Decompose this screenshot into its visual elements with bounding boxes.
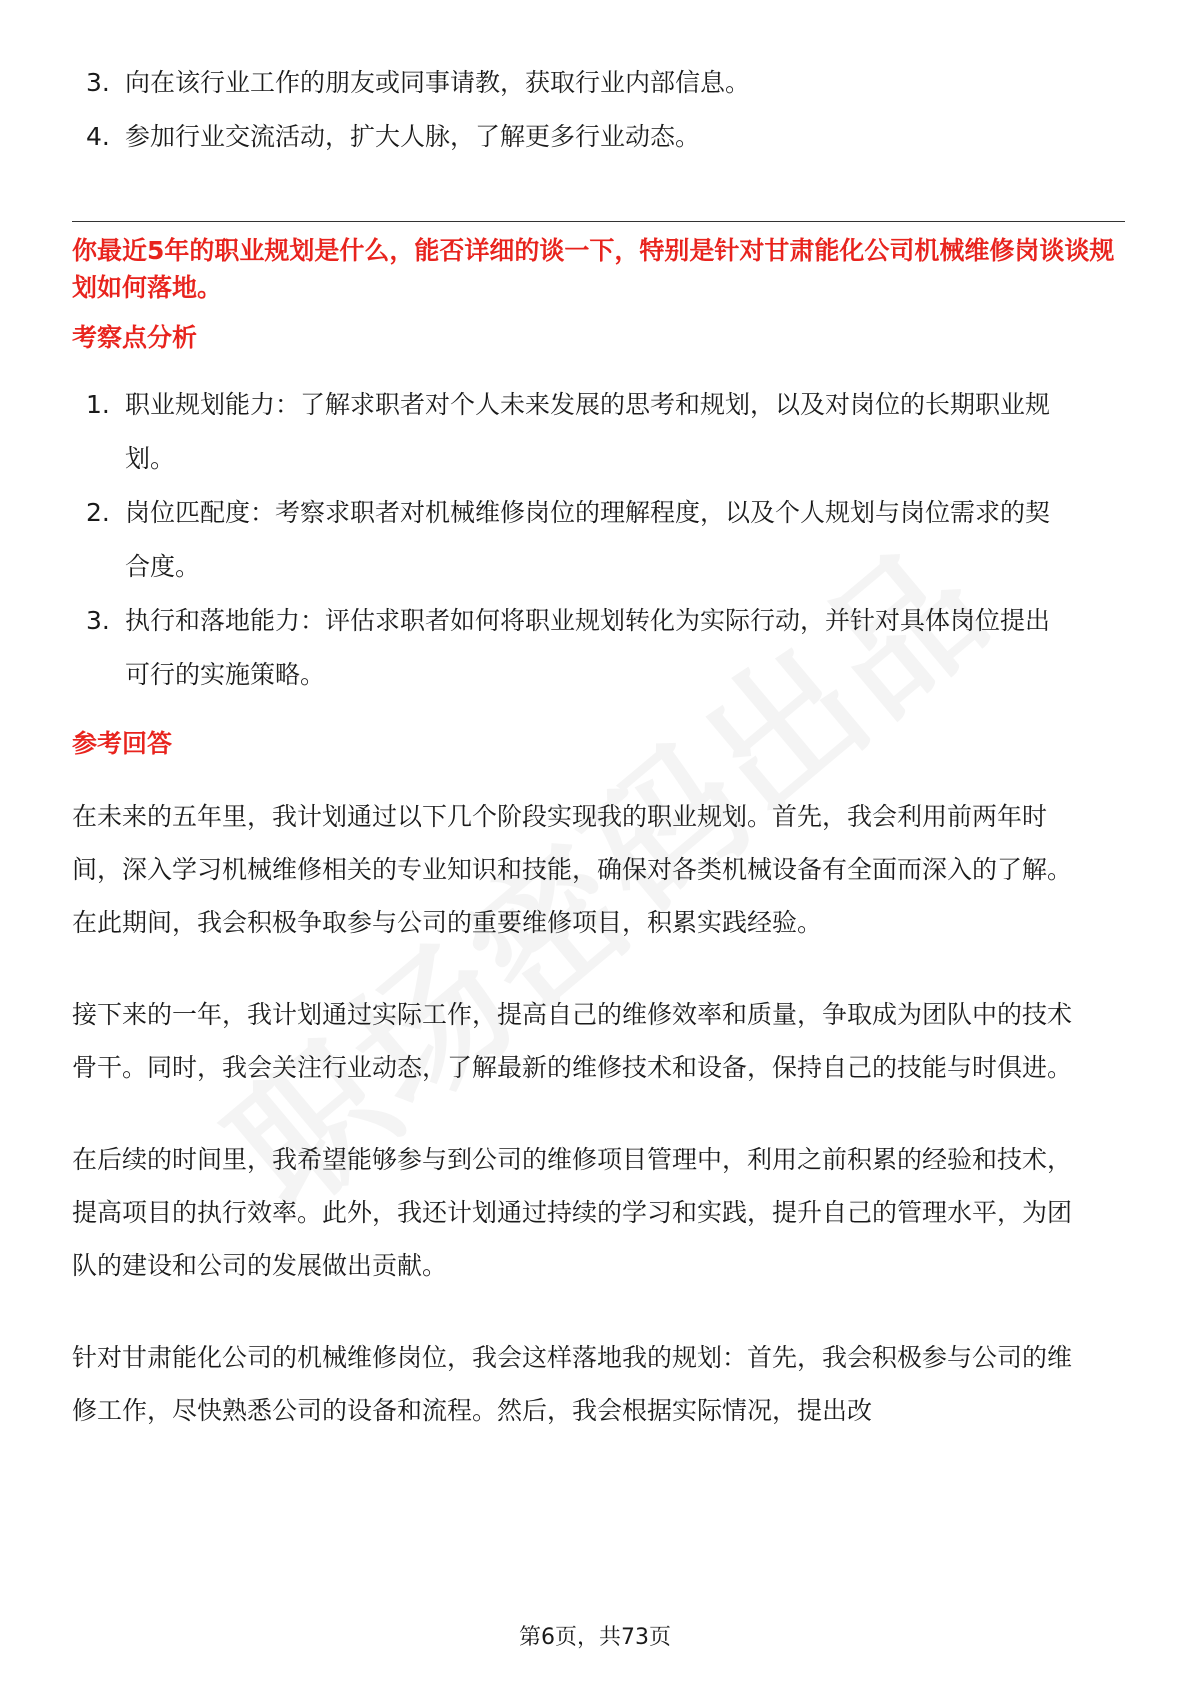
list-item [72, 378, 1072, 486]
list-item-number: 4. [86, 122, 110, 151]
list-item [72, 110, 1122, 164]
top-list-container [72, 56, 1122, 164]
list-item-number: 3. [86, 606, 110, 635]
list-item-text: 参加行业交流活动，扩大人脉，了解更多行业动态。 [125, 122, 701, 151]
list-item [72, 594, 1072, 702]
analysis-points [72, 378, 1072, 702]
list-item-text: 向在该行业工作的朋友或同事请教，获取行业内部信息。 [125, 68, 751, 97]
page-footer: 第6页，共73页 [519, 1625, 671, 1650]
section-divider [72, 221, 1125, 222]
list-item-number: 2. [86, 498, 110, 527]
question-heading: 你最近5年的职业规划是什么，能否详细的谈一下，特别是针对甘肃能化公司机械维修岗谈谈规划如何落地。 [72, 236, 1115, 302]
list-item-number: 3. [86, 68, 110, 97]
list-item-text: 职业规划能力：了解求职者对个人未来发展的思考和规划，以及对岗位的长期职业规划。 [125, 390, 1051, 473]
list-item [72, 56, 1122, 110]
top-list [72, 56, 1122, 164]
list-item-text: 岗位匹配度：考察求职者对机械维修岗位的理解程度，以及个人规划与岗位需求的契合度。 [125, 498, 1051, 581]
list-item-text: 执行和落地能力：评估求职者如何将职业规划转化为实际行动，并针对具体岗位提出可行的实施策略。 [125, 606, 1051, 689]
answer-paragraph: 针对甘肃能化公司的机械维修岗位，我会这样落地我的规划：首先，我会积极参与公司的维修工作，尽快熟悉公司的设备和流程。然后，我会根据实际情况，提出改 [72, 1343, 1073, 1425]
answer-body [72, 790, 1072, 1476]
answer-title: 参考回答 [72, 729, 173, 758]
answer-paragraph: 在未来的五年里，我计划通过以下几个阶段实现我的职业规划。首先，我会利用前两年时间，深入学习机械维修相关的专业知识和技能，确保对各类机械设备有全面而深入的了解。在此期间，我会积极争取参与公司的重要维修项目，积累实践经验。 [72, 802, 1073, 937]
answer-paragraph: 接下来的一年，我计划通过实际工作，提高自己的维修效率和质量，争取成为团队中的技术骨干。同时，我会关注行业动态，了解最新的维修技术和设备，保持自己的技能与时俱进。 [72, 1000, 1073, 1082]
answer-paragraph: 在后续的时间里，我希望能够参与到公司的维修项目管理中，利用之前积累的经验和技术，提高项目的执行效率。此外，我还计划通过持续的学习和实践，提升自己的管理水平，为团队的建设和公司的发展做出贡献。 [72, 1145, 1073, 1280]
list-item-number: 1. [86, 390, 110, 419]
analysis-title: 考察点分析 [72, 323, 198, 352]
list-item [72, 486, 1072, 594]
